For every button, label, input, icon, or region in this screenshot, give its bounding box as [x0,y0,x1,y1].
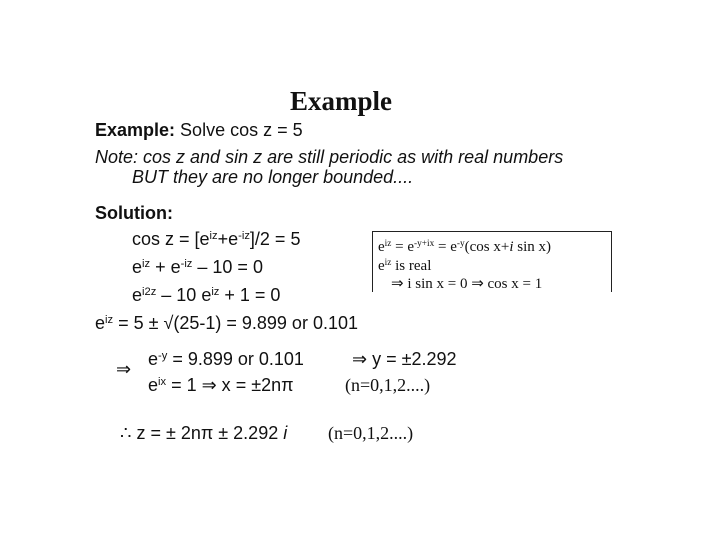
eq3-part: + 1 = 0 [219,285,281,305]
box-text: (cos x+ [464,239,510,255]
box-exponent: -y [456,238,465,249]
example-text: Solve cos z = 5 [175,120,303,140]
eq4-part: = 5 ± √(25-1) = 9.899 or 0.101 [113,313,358,333]
eq6-exponent: ix [158,375,167,388]
eq2-part: + e [150,257,181,277]
final-part: i [283,423,288,443]
eq1-part: cos z = [e [132,229,210,249]
example-label: Example: [95,120,176,140]
eq1-part: ]/2 = 5 [249,229,301,249]
box-text: = e [391,239,415,255]
box-line-3: ⇒ i sin x = 0 ⇒ cos x = 1 [391,276,543,292]
box-line-1 [378,240,551,255]
side-note-box [372,231,612,292]
note-line-2: BUT they are no longer bounded.... [132,167,414,187]
equation-sum [132,258,263,276]
equation-quadratic [132,286,280,304]
box-text: e [378,239,385,255]
eq3-exponent: i2z [142,285,157,298]
eq4-exponent: iz [105,313,114,326]
eq3-part: – 10 e [156,285,212,305]
equation-e-ix [148,376,294,394]
n-range-1: (n=0,1,2....) [345,375,431,395]
implies-icon: ⇒ [116,359,132,379]
eq2-part: – 10 = 0 [192,257,263,277]
equation-e-minus-y [148,350,304,368]
eq6-part: = 1 ⇒ x = ±2nπ [166,375,294,395]
eq1-exponent: -iz [238,229,250,242]
eq2-part: e [132,257,143,277]
box-text: is real [391,258,432,274]
final-result [120,424,287,442]
eq3-exponent: iz [211,285,220,298]
box-exponent: iz [384,257,392,268]
eq6-part: e [148,375,159,395]
equation-solution-eiz [95,314,358,332]
eq1-part: +e [217,229,239,249]
note-line-1: Note: cos z and sin z are still periodic as with real numbers [95,147,564,167]
slide-title: Example [290,86,393,116]
equation-cos-definition [132,230,300,248]
eq5-part: = 9.899 or 0.101 [167,349,304,369]
eq4-part: e [95,313,106,333]
box-text: = e [434,239,457,255]
box-text: e [378,258,385,274]
eq3-part: e [132,285,143,305]
eq2-exponent: -iz [180,257,193,270]
final-part: ∴ z = ± 2nπ ± 2.292 [120,423,284,443]
example-line [95,121,303,139]
equation-y-result: ⇒ y = ±2.292 [352,349,457,369]
box-text: sin x) [513,239,551,255]
n-range-2: (n=0,1,2....) [328,423,414,443]
eq5-exponent: -y [158,349,168,362]
box-line-2 [378,259,431,274]
solution-label: Solution: [95,203,173,223]
eq2-exponent: iz [142,257,151,270]
box-text: i [509,239,514,255]
box-exponent: -y+ix [414,238,435,249]
box-exponent: iz [384,238,392,249]
eq1-exponent: iz [209,229,218,242]
eq5-part: e [148,349,159,369]
